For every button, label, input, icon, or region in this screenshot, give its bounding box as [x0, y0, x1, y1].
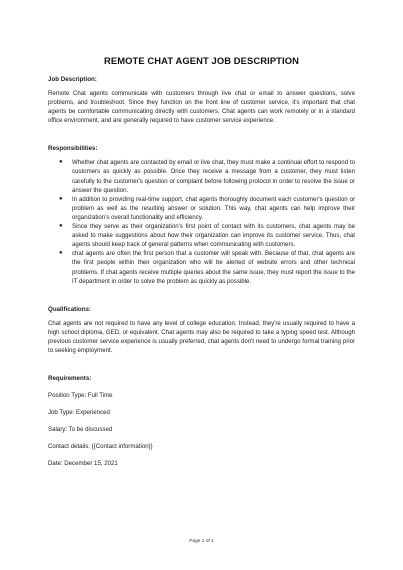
- responsibility-text: Whether chat agents are contacted by email or live chat, they must make a continual effort to respond to customers as quickly as possible. Once they receive a message from a customer, they must listen carefully to the customer's question or complaint before following protocol in order to resolve the issue or answer the question.: [72, 159, 355, 194]
- responsibility-text: chat agents are often the first person that a customer will speak with. Because of that, chat agents are the first people within their organization who will be alerted of website errors and other technical problems. If chat agents receive multiple queries about the same issue, they must report the issue to the IT department in order to solve the problem as quickly as possible.: [72, 250, 355, 285]
- job-description-heading: Job Description:: [48, 76, 97, 83]
- document-title: REMOTE CHAT AGENT JOB DESCRIPTION: [104, 55, 299, 66]
- list-item: [48, 195, 355, 222]
- responsibilities-list: [48, 158, 355, 285]
- qualifications-text: Chat agents are not required to have any level of college education. Instead, they're usually required to have a high school diploma, GED, or equivalent. Chat agents may also be required to take a typing speed test. Although previous customer service experience is usually preferred, chat agents don't need to undergo formal training prior to seeking employment.: [48, 319, 355, 354]
- list-item: [48, 158, 355, 194]
- page-number-footer: Page 1 of 1: [189, 539, 214, 544]
- list-item: [48, 249, 355, 285]
- salary-line: Salary: To be discussed: [48, 426, 113, 434]
- requirements-heading: Requirements:: [48, 375, 92, 383]
- responsibility-text: Since they serve as their organization's first point of contact with its customers, chat agents may be asked to make suggestions about how their organization can improve its customer service. Thus, chat agents should keep track of general patterns when communicating with customers.: [72, 223, 355, 249]
- contact-details-line: Contact details: {{Contact information}}: [48, 443, 153, 451]
- bullet-icon: ●: [59, 250, 63, 257]
- date-line: Date: December 15, 2021: [48, 460, 118, 468]
- list-item: [48, 222, 355, 249]
- bullet-icon: ●: [59, 195, 63, 202]
- position-type-line: Position Type: Full Time: [48, 392, 113, 400]
- bullet-icon: ●: [59, 223, 63, 230]
- job-description-text: Remote Chat agents communicate with customers through live chat or email to answer questions, solve problems, and troubleshoot. Since they function on the front line of customer service, it's important that chat agents be comfortable communicating directly with customers. Chat agents can work remotely or in a standard office environment, and are generally required to have customer service experience.: [48, 90, 355, 125]
- document-body: [48, 55, 355, 477]
- bullet-icon: ●: [59, 159, 63, 166]
- job-type-line: Job Type: Experienced: [48, 409, 110, 417]
- qualifications-heading: Qualifications:: [48, 305, 91, 313]
- responsibility-text: In addition to providing real-time support, chat agents thoroughly document each customer's question or problem as well as the resulting answer or solution. This way, chat agents can help improve their organization's overall functionality and efficiency.: [72, 195, 355, 221]
- responsibilities-heading: Responsibilities:: [48, 145, 98, 153]
